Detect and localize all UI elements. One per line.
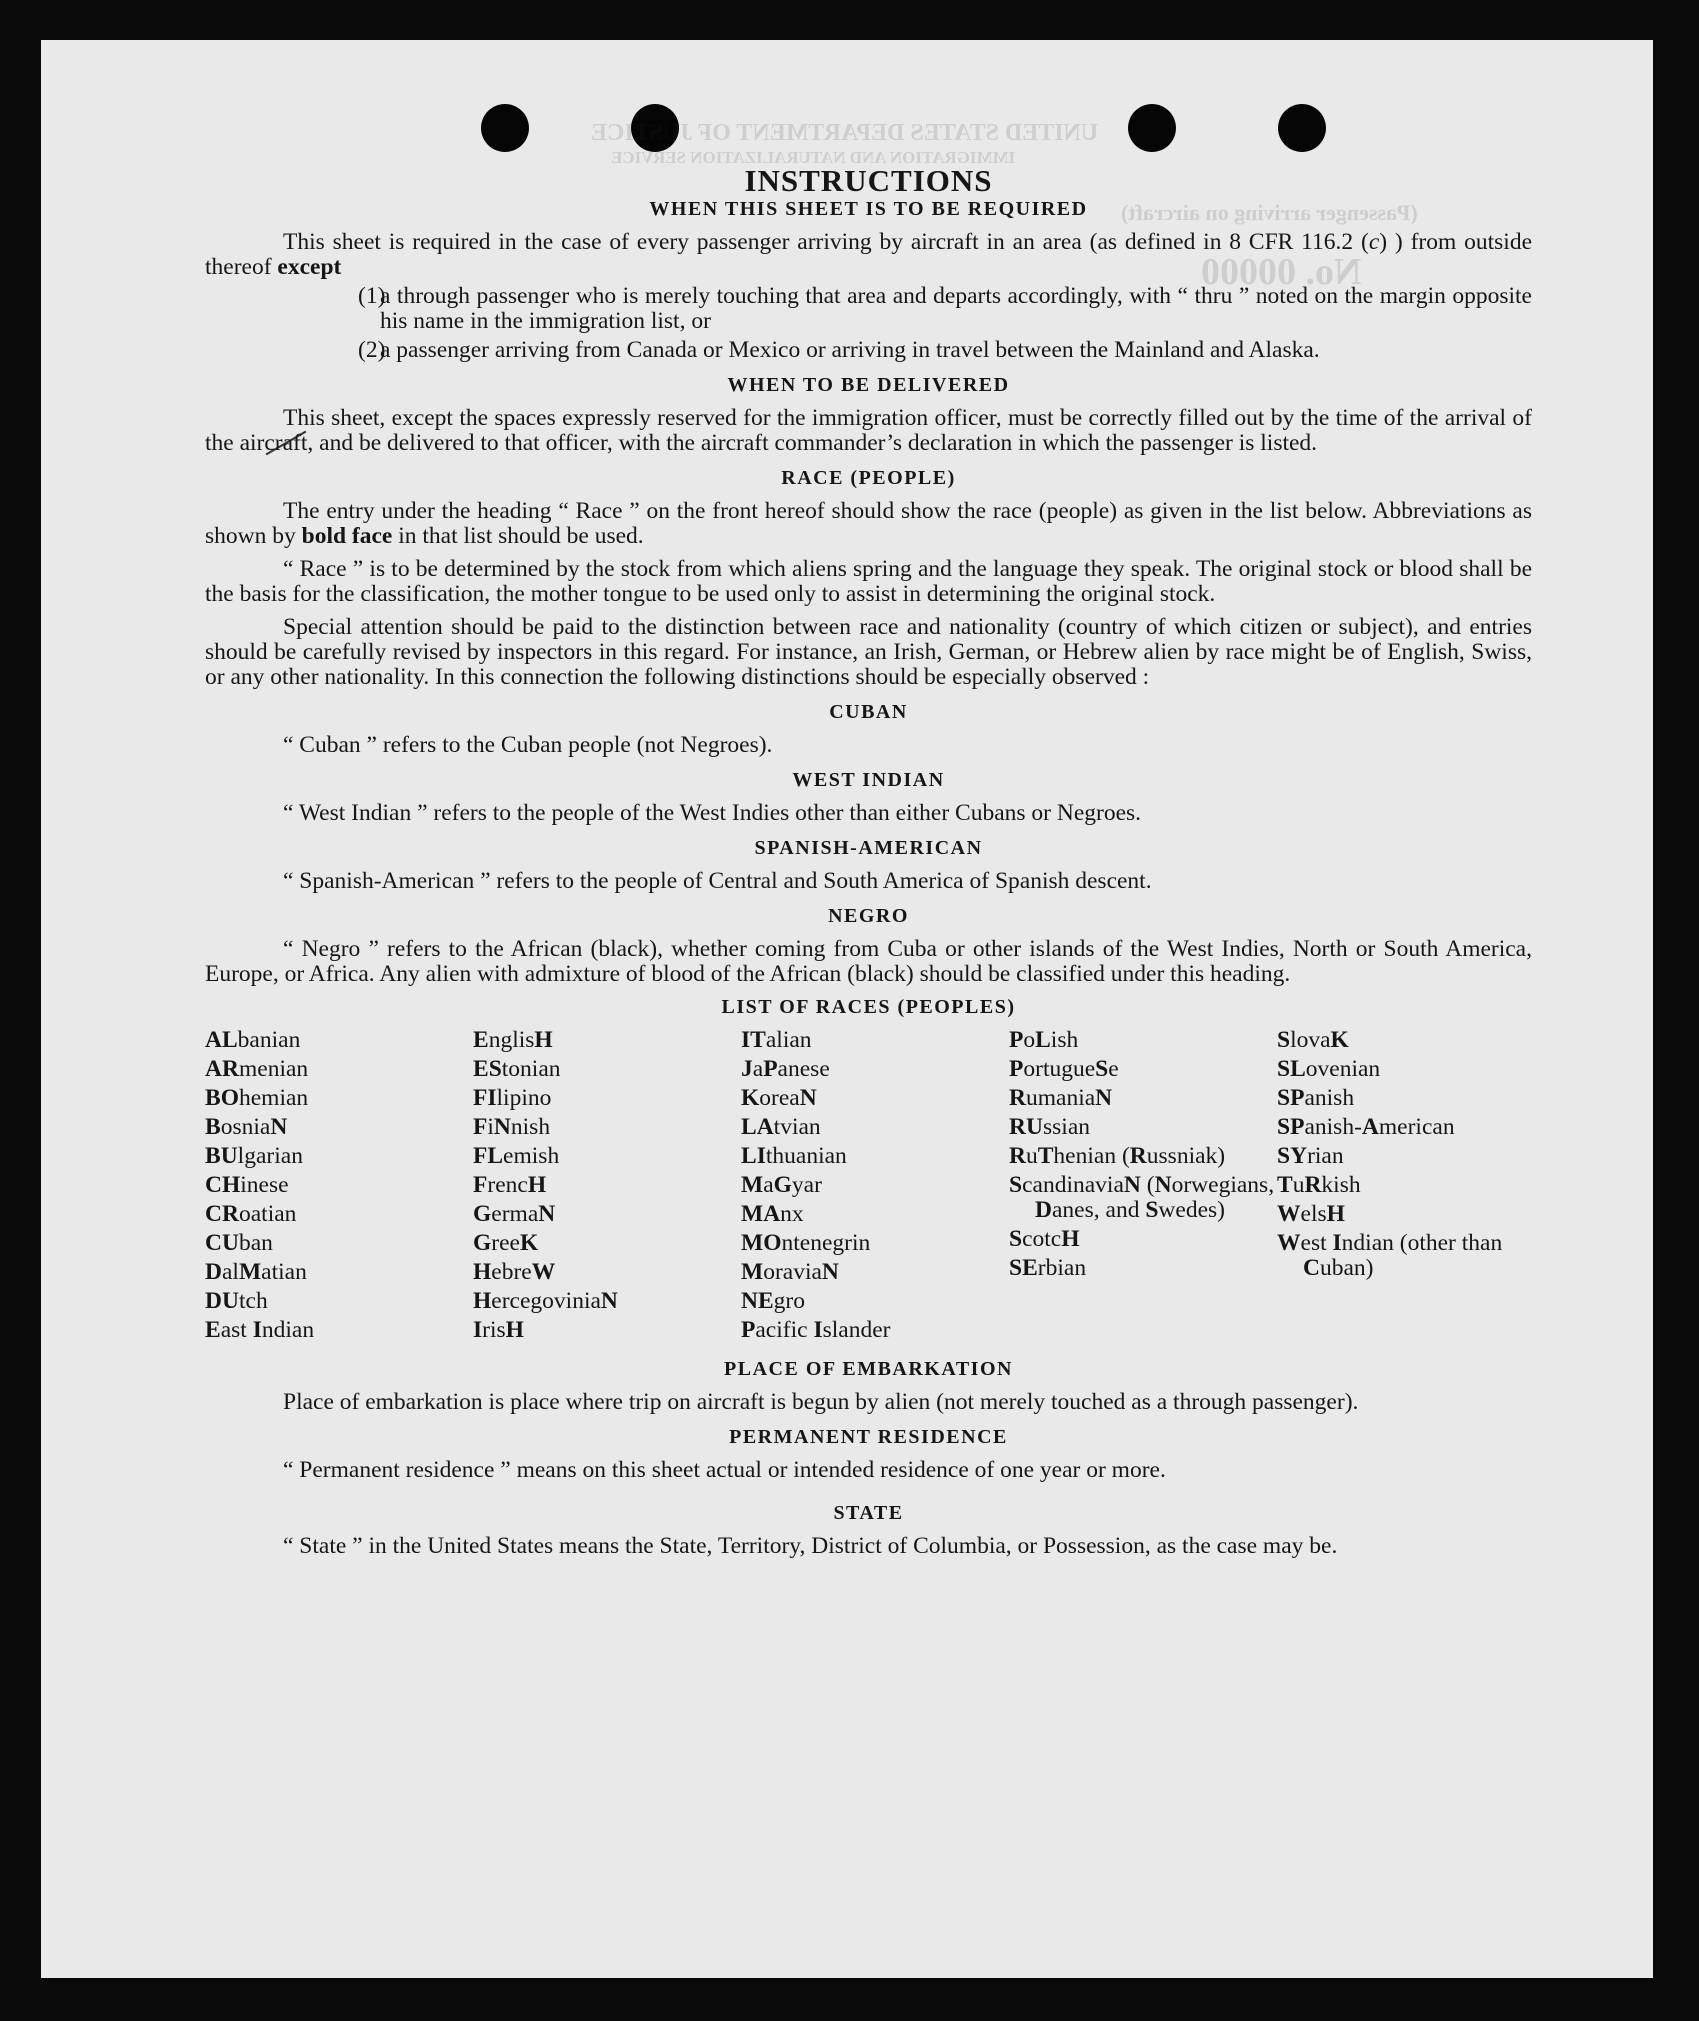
heading-when-delivered: WHEN TO BE DELIVERED [727,374,1010,396]
race-entry: FrencH [473,1172,547,1198]
instructions-body [205,163,1533,1559]
bleed-through-line: IMMIGRATION AND NATURALIZATION SERVICE [611,148,1016,167]
race-column [1277,1028,1532,1347]
race-entry: HercegoviniaN [473,1288,618,1314]
race-entry: SYrian [1277,1143,1344,1169]
race-entry: FIlipino [473,1085,552,1111]
exception-item: ( 1 ) a through passenger who is merely touching that area and departs accordingly, with “ thru ” noted on the margin opposite his name in the immigration list, or [205,284,1532,334]
heading-race: RACE (PEOPLE) [781,467,956,489]
race-entry: BosniaN [205,1114,288,1140]
race-entry: SPanish-American [1277,1114,1455,1140]
paragraph-when-delivered: This sheet, except the spaces expressly reserved for the immigration officer, must be correctly filled out by the time of the arrival of the aircraft, and be delivered to that officer, with the aircraft commander’s declaration in which the passenger is listed. [205,405,1532,456]
paragraph-west-indian: “ West Indian ” refers to the people of the West Indies other than either Cubans or Negroes. [283,800,1142,826]
paragraph-race-2: “ Race ” is to be determined by the stock from which aliens spring and the language they speak. The original stock or blood shall be the basis for the classification, the mother tongue to be used only to assist in determining the original stock. [205,556,1532,607]
heading-permanent-residence: PERMANENT RESIDENCE [729,1426,1008,1448]
race-entry: East Indian [205,1317,315,1343]
heading-list-of-races: LIST OF RACES (PEOPLES) [721,996,1016,1018]
race-entry: DalMatian [205,1259,307,1285]
paragraph-permanent-residence: “ Permanent residence ” means on this sheet actual or intended residence of one year or more. [283,1457,1166,1483]
race-entry: FiNnish [473,1114,551,1140]
heading-cuban: CUBAN [829,701,908,723]
heading-spanish-american: SPANISH-AMERICAN [754,837,983,859]
race-entry: RumaniaN [1009,1085,1113,1111]
heading-west-indian: WEST INDIAN [792,769,945,791]
paragraph-cuban: “ Cuban ” refers to the Cuban people (not Negroes). [283,732,773,758]
race-column [205,1028,473,1347]
page-title: INSTRUCTIONS [744,163,993,198]
paragraph-race-1: The entry under the heading “ Race ” on the front hereof should show the race (people) as given in the list below. Abbreviations as shown by bold face in that list should be used. [205,498,1532,549]
heading-embarkation: PLACE OF EMBARKATION [724,1358,1013,1380]
race-entry: PortugueSe [1009,1056,1119,1082]
race-column [741,1028,1009,1347]
race-entry: ARmenian [205,1056,309,1082]
race-entry: ScandinaviaN (Norwegians, Danes, and Swedes) [1009,1172,1275,1223]
bleed-through-line: UNITED STATES DEPARTMENT OF JUSTICE [591,120,1099,146]
race-entry: EStonian [473,1056,561,1082]
race-entry: CRoatian [205,1201,297,1227]
race-entry: SErbian [1009,1255,1087,1281]
race-entry: FLemish [473,1143,560,1169]
race-list [205,1028,1532,1347]
race-column [1009,1028,1277,1347]
race-entry: CUban [205,1230,273,1256]
race-entry: Pacific Islander [741,1317,891,1343]
race-entry: WelsH [1277,1201,1345,1227]
race-entry: LAtvian [741,1114,821,1140]
race-entry: ALbanian [205,1027,301,1053]
paragraph-when-required: This sheet is required in the case of every passenger arriving by aircraft in an area (as defined in 8 CFR 116.2 (c) ) from outside thereof except [205,229,1533,280]
race-entry: SLovenian [1277,1056,1381,1082]
bleed-through-line: No. 00000 [1201,251,1362,293]
heading-when-required: WHEN THIS SHEET IS TO BE REQUIRED [649,198,1088,220]
race-entry: NEgro [741,1288,805,1314]
race-entry: RUssian [1009,1114,1090,1140]
race-entry: CHinese [205,1172,289,1198]
race-column [473,1028,741,1347]
race-entry: JaPanese [741,1056,830,1082]
race-entry: MaGyar [741,1172,822,1198]
paragraph-embarkation: Place of embarkation is place where trip on aircraft is begun by alien (not merely touched as a through passenger). [283,1389,1359,1415]
race-entry: MoraviaN [741,1259,839,1285]
punch-hole [481,104,529,152]
race-entry: GermaN [473,1201,556,1227]
bleed-through-line: (Passenger arriving on aircraft) [1121,200,1418,225]
race-entry: GreeK [473,1230,539,1256]
race-entry: BUlgarian [205,1143,303,1169]
paragraph-state: “ State ” in the United States means the State, Territory, District of Columbia, or Possession, as the case may be. [283,1533,1338,1559]
race-entry: LIthuanian [741,1143,847,1169]
heading-negro: NEGRO [828,905,909,927]
race-entry: BOhemian [205,1085,309,1111]
race-entry: West Indian (other than Cuban) [1277,1230,1503,1281]
race-entry: ITalian [741,1027,812,1053]
race-entry: MOntenegrin [741,1230,871,1256]
race-entry: HebreW [473,1259,556,1285]
race-entry: MAnx [741,1201,804,1227]
exception-item: ( 2 ) a passenger arriving from Canada or Mexico or arriving in travel between the Mainland and Alaska. [205,338,1532,363]
punch-hole [1128,104,1176,152]
paragraph-spanish-american: “ Spanish-American ” refers to the people of Central and South America of Spanish descent. [283,868,1152,894]
race-entry: DUtch [205,1288,268,1314]
document-sheet [41,40,1653,1978]
race-entry: SlovaK [1277,1027,1349,1053]
race-entry: KoreaN [741,1085,817,1111]
race-entry: SPanish [1277,1085,1355,1111]
race-entry: RuThenian (Russniak) [1009,1143,1226,1169]
race-entry: ScotcH [1009,1226,1080,1252]
paragraph-negro: “ Negro ” refers to the African (black), whether coming from Cuba or other islands of the West Indies, North or South America, Europe, or Africa. Any alien with admixture of blood of the African (black) should be classified under this heading. [205,936,1532,987]
race-entry: IrisH [473,1317,524,1343]
race-entry: EnglisH [473,1027,553,1053]
heading-state: STATE [833,1502,904,1524]
paragraph-race-3: Special attention should be paid to the distinction between race and nationality (country of which citizen or subject), and entries should be carefully revised by inspectors in this regard. For instance, an Irish, German, or Hebrew alien by race might be of English, Swiss, or any other nationality. In this connection the following distinctions should be especially observed : [205,614,1532,690]
race-entry: PoLish [1009,1027,1079,1053]
punch-hole [1278,104,1326,152]
race-entry: TuRkish [1277,1172,1361,1198]
